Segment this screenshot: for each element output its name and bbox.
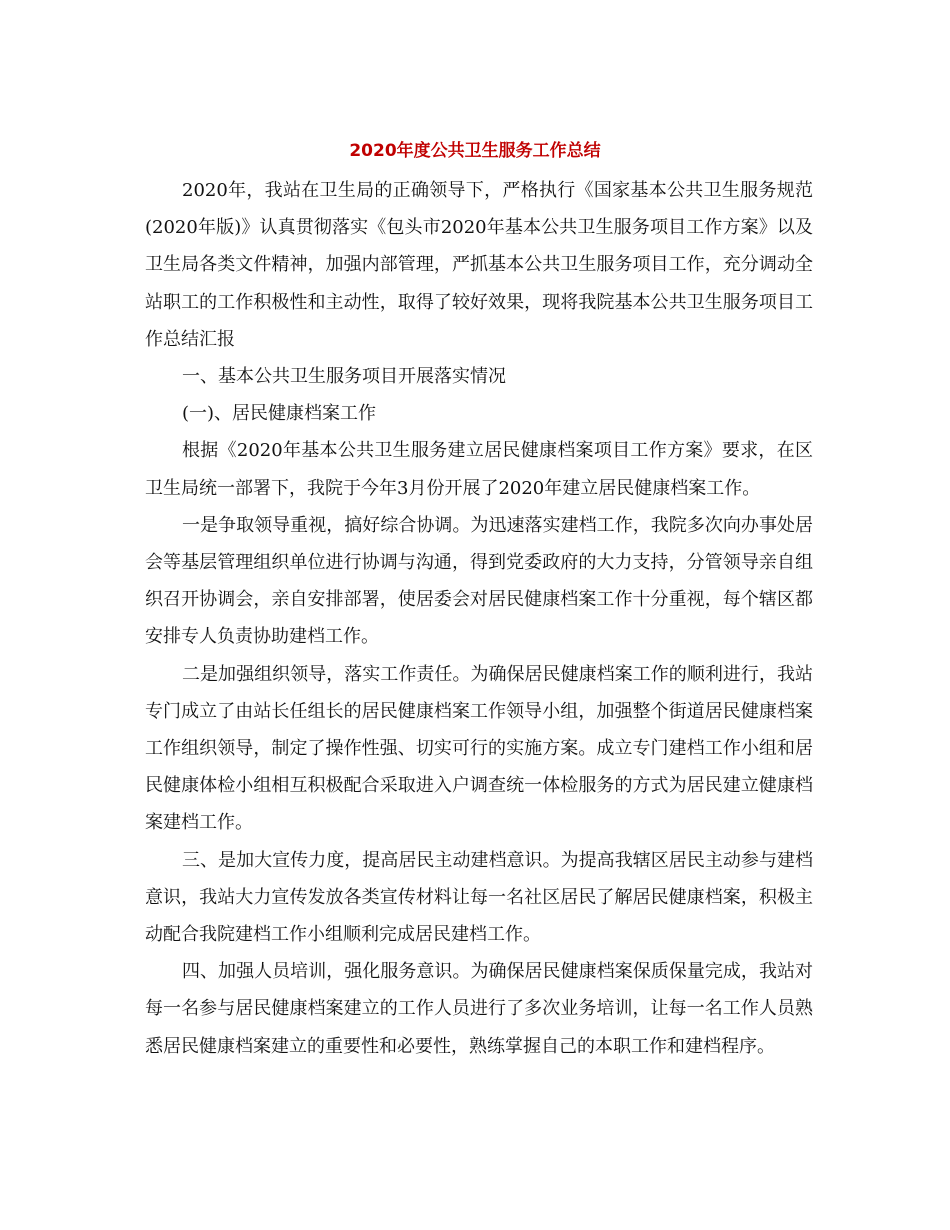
- section-heading-1: 一、基本公共卫生服务项目开展落实情况: [182, 366, 506, 388]
- paragraph-intro: 2020年，我站在卫生局的正确领导下，严格执行《国家基本公共卫生服务规范(2020年版)》认真贯彻落实《包头市2020年基本公共卫生服务项目工作方案》以及卫生局各类文件精神，加强内部管理，严抓基本公共卫生服务项目工作，充分调动全站职工的工作积极性和主动性，取得了较好效果，现将我院基本公共卫生服务项目工作总结汇报: [145, 180, 813, 350]
- document-body: [145, 172, 813, 1065]
- paragraph: 四、加强人员培训，强化服务意识。为确保居民健康档案保质保量完成，我站对每一名参与居民健康档案建立的工作人员进行了多次业务培训，让每一名工作人员熟悉居民健康档案建立的重要性和必要性，熟练掌握自己的本职工作和建档程序。: [145, 961, 813, 1057]
- paragraph: 根据《2020年基本公共卫生服务建立居民健康档案项目工作方案》要求，在区卫生局统一部署下，我院于今年3月份开展了2020年建立居民健康档案工作。: [145, 440, 813, 499]
- paragraph: 一是争取领导重视，搞好综合协调。为迅速落实建档工作，我院多次向办事处居会等基层管理组织单位进行协调与沟通，得到党委政府的大力支持，分管领导亲自组织召开协调会，亲自安排部署，使居委会对居民健康档案工作十分重视，每个辖区都安排专人负责协助建档工作。: [145, 514, 813, 648]
- document-title: 2020年度公共卫生服务工作总结: [349, 141, 601, 161]
- paragraph: 三、是加大宣传力度，提高居民主动建档意识。为提高我辖区居民主动参与建档意识，我站大力宣传发放各类宣传材料让每一名社区居民了解居民健康档案，积极主动配合我院建档工作小组顺利完成居民建档工作。: [145, 849, 813, 946]
- subsection-heading-1: (一)、居民健康档案工作: [182, 403, 377, 425]
- paragraph: 二是加强组织领导，落实工作责任。为确保居民健康档案工作的顺利进行，我站专门成立了由站长任组长的居民健康档案工作领导小组，加强整个街道居民健康档案工作组织领导，制定了操作性强、切实可行的实施方案。成立专门建档工作小组和居民健康体检小组相互积极配合采取进入户调查统一体检服务的方式为居民建立健康档案建档工作。: [145, 663, 813, 834]
